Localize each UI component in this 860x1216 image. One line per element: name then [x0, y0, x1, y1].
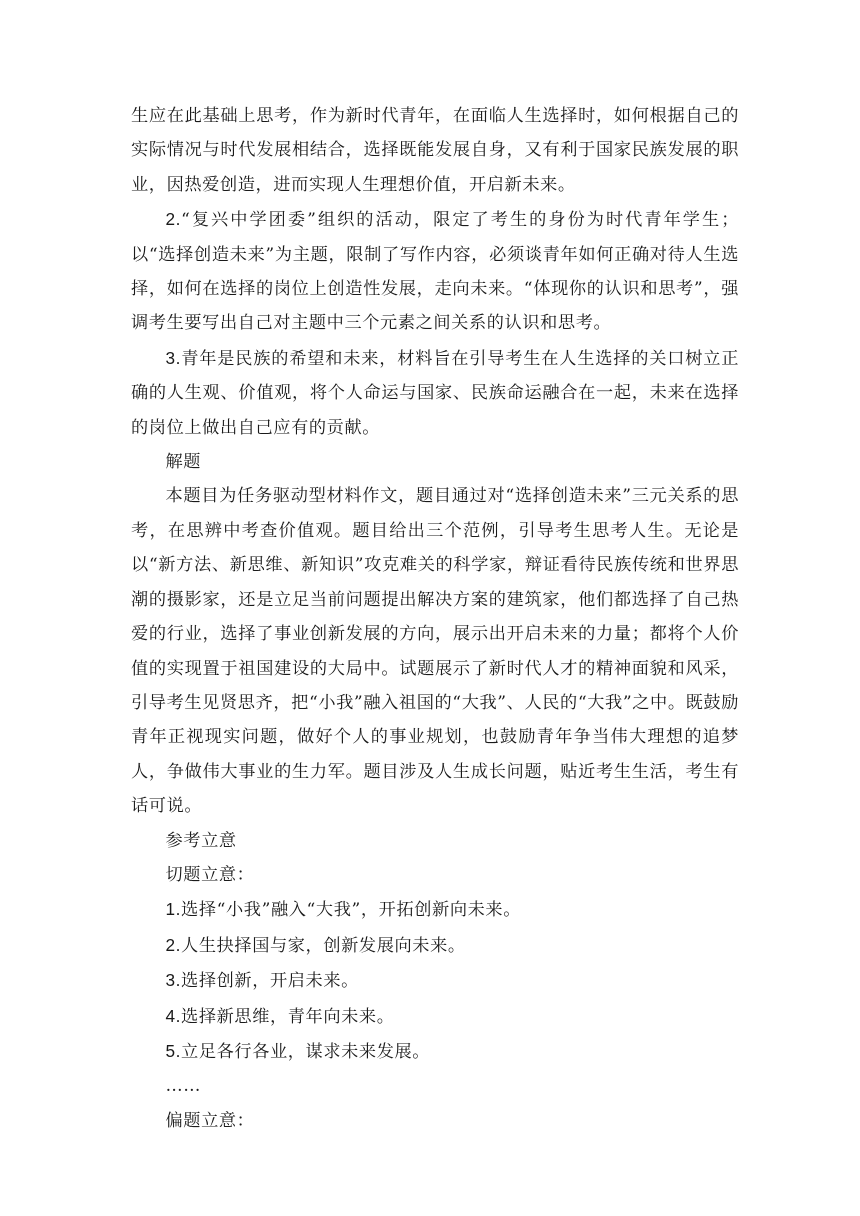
- heading-qieti-liyi: 切题立意：: [165, 864, 255, 885]
- point-3-number: 3.: [165, 347, 182, 368]
- point-2-number: 2.: [165, 209, 182, 230]
- list-item-number: 4.: [165, 1005, 182, 1026]
- paragraph-intro: 生应在此基础上思考，作为新时代青年，在面临人生选择时，如何根据自己的实际情况与时代发展相结合，选择既能发展自身，又有利于国家民族发展的职业，因热爱创造，进而实现人生理想价值，开启新未来。: [131, 106, 739, 195]
- list-item-number: 3.: [165, 970, 182, 991]
- paragraph-point-3: [131, 341, 739, 445]
- heading-jieti: 解题: [165, 452, 202, 473]
- list-item-number: 5.: [165, 1040, 182, 1061]
- list-item-number: 2.: [165, 934, 182, 955]
- list-item: [131, 928, 739, 963]
- list-item-text: 选择新思维，青年向未来。: [181, 1006, 395, 1027]
- list-item-number: 1.: [165, 899, 182, 920]
- point-3-text: 青年是民族的希望和未来，材料旨在引导考生在人生选择的关口树立正确的人生观、价值观，将个人命运与国家、民族命运融合在一起，未来在选择的岗位上做出自己应有的贡献。: [131, 348, 739, 438]
- list-item: [131, 892, 739, 927]
- document-body: [131, 99, 739, 1138]
- heading-cankao-liyi: 参考立意: [165, 830, 237, 851]
- heading-pianti-liyi: 偏题立意：: [165, 1110, 255, 1131]
- point-2-text: “复兴中学团委”组织的活动，限定了考生的身份为时代青年学生；以“选择创造未来”为主题，限制了写作内容，必须谈青年如何正确对待人生选择，如何在选择的岗位上创造性发展，走向未来。“体现你的认识和思考”，强调考生要写出自己对主题中三个元素之间关系的认识和思考。: [131, 210, 739, 334]
- list-item-text: 人生抉择国与家，创新发展向未来。: [181, 935, 466, 956]
- list-item-text: 选择“小我”融入“大我”，开拓创新向未来。: [181, 900, 521, 921]
- paragraph-point-2: [131, 202, 739, 341]
- list-item: [131, 1034, 739, 1069]
- ellipsis: ……: [165, 1076, 202, 1097]
- list-item-text: 立足各行各业，谋求未来发展。: [181, 1041, 431, 1062]
- list-item-text: 选择创新，开启未来。: [181, 971, 359, 992]
- list-item: [131, 999, 739, 1034]
- paragraph-jieti: 本题目为任务驱动型材料作文，题目通过对“选择创造未来”三元关系的思考，在思辨中考查价值观。题目给出三个范例，引导考生思考人生。无论是以“新方法、新思维、新知识”攻克难关的科学家，辩证看待民族传统和世界思潮的摄影家，还是立足当前问题提出解决方案的建筑家，他们都选择了自己热爱的行业，选择了事业创新发展的方向，展示出开启未来的力量；都将个人价值的实现置于祖国建设的大局中。试题展示了新时代人才的精神面貌和风采，引导考生见贤思齐，把“小我”融入祖国的“大我”、人民的“大我”之中。既鼓励青年正视现实问题，做好个人的事业规划，也鼓励青年争当伟大理想的追梦人，争做伟大事业的生力军。题目涉及人生成长问题，贴近考生生活，考生有话可说。: [131, 486, 739, 817]
- list-item: [131, 963, 739, 998]
